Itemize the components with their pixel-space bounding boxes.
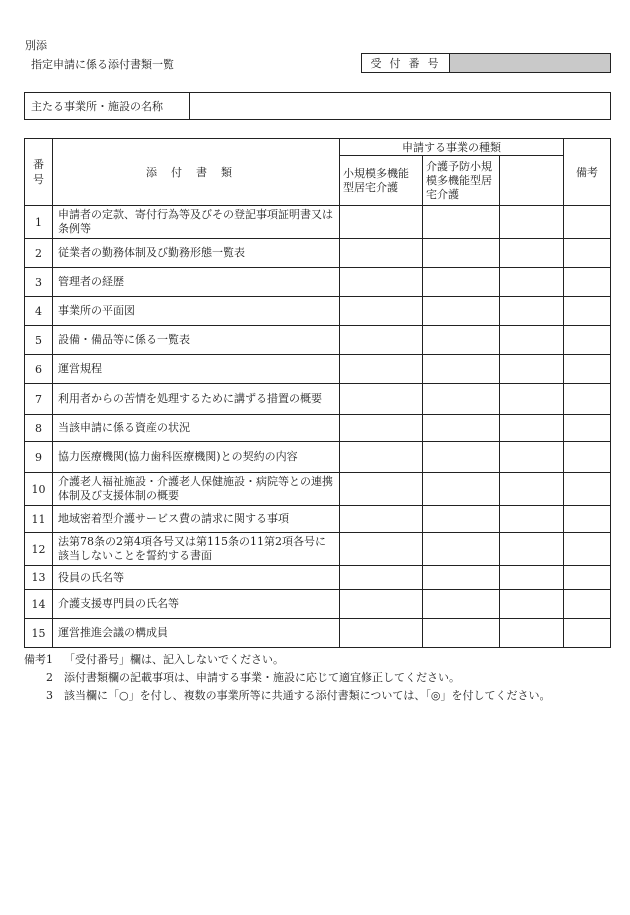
- document-name: 管理者の経歴: [53, 268, 340, 297]
- service-1-check[interactable]: [340, 473, 423, 506]
- document-name: 法第78条の2第4項各号又は第115条の11第2項各号に該当しないことを誓約する書面: [53, 533, 340, 566]
- column-header-remarks: 備考: [564, 139, 611, 206]
- remarks-cell[interactable]: [564, 297, 611, 326]
- service-2-check[interactable]: [423, 268, 500, 297]
- service-1-check[interactable]: [340, 297, 423, 326]
- row-number: 1: [25, 206, 53, 239]
- note-item: [24, 687, 624, 705]
- row-number: 14: [25, 590, 53, 619]
- extra-check[interactable]: [500, 239, 564, 268]
- service-1-check[interactable]: [340, 415, 423, 442]
- remarks-cell[interactable]: [564, 566, 611, 590]
- extra-check[interactable]: [500, 566, 564, 590]
- row-number: 11: [25, 506, 53, 533]
- extra-check[interactable]: [500, 506, 564, 533]
- column-header-service-1: 小規模多機能型居宅介護: [340, 156, 423, 206]
- column-header-number: 番号: [25, 139, 53, 206]
- note-text: 該当欄に「○」を付し、複数の事業所等に共通する添付書類については、「◎」を付してください。: [64, 689, 551, 702]
- note-item: [24, 651, 624, 669]
- note-text: 「受付番号」欄は、記入しないでください。: [64, 653, 284, 666]
- row-number: 3: [25, 268, 53, 297]
- service-2-check[interactable]: [423, 473, 500, 506]
- table-row: [25, 326, 611, 355]
- table-row: [25, 384, 611, 415]
- table-row: [25, 533, 611, 566]
- attachment-label: 別添: [25, 39, 47, 52]
- service-2-check[interactable]: [423, 206, 500, 239]
- remarks-cell[interactable]: [564, 619, 611, 648]
- row-number: 12: [25, 533, 53, 566]
- service-2-check[interactable]: [423, 590, 500, 619]
- remarks-cell[interactable]: [564, 384, 611, 415]
- extra-check[interactable]: [500, 473, 564, 506]
- table-row: [25, 268, 611, 297]
- remarks-cell[interactable]: [564, 415, 611, 442]
- table-row: [25, 619, 611, 648]
- table-row: [25, 206, 611, 239]
- service-2-check[interactable]: [423, 619, 500, 648]
- table-row: [25, 239, 611, 268]
- service-1-check[interactable]: [340, 384, 423, 415]
- note-number: 3: [24, 689, 64, 702]
- remarks-cell[interactable]: [564, 590, 611, 619]
- service-1-check[interactable]: [340, 442, 423, 473]
- table-row: [25, 442, 611, 473]
- row-number: 10: [25, 473, 53, 506]
- extra-check[interactable]: [500, 533, 564, 566]
- remarks-cell[interactable]: [564, 473, 611, 506]
- column-header-documents: 添付書類: [53, 139, 340, 206]
- document-name: 利用者からの苦情を処理するために講ずる措置の概要: [53, 384, 340, 415]
- service-2-check[interactable]: [423, 442, 500, 473]
- extra-check[interactable]: [500, 355, 564, 384]
- service-1-check[interactable]: [340, 326, 423, 355]
- extra-check[interactable]: [500, 206, 564, 239]
- row-number: 9: [25, 442, 53, 473]
- document-name: 従業者の勤務体制及び勤務形態一覧表: [53, 239, 340, 268]
- extra-check[interactable]: [500, 619, 564, 648]
- document-name: 介護老人福祉施設・介護老人保健施設・病院等との連携体制及び支援体制の概要: [53, 473, 340, 506]
- column-header-service-2: 介護予防小規模多機能型居宅介護: [423, 156, 500, 206]
- reception-number-field[interactable]: [450, 54, 610, 72]
- table-row: [25, 415, 611, 442]
- reception-number-box: [361, 53, 611, 73]
- remarks-cell[interactable]: [564, 442, 611, 473]
- document-name: 役員の氏名等: [53, 566, 340, 590]
- service-2-check[interactable]: [423, 566, 500, 590]
- service-1-check[interactable]: [340, 590, 423, 619]
- row-number: 13: [25, 566, 53, 590]
- page-title: 指定申請に係る添付書類一覧: [31, 58, 174, 71]
- service-1-check[interactable]: [340, 619, 423, 648]
- service-1-check[interactable]: [340, 206, 423, 239]
- service-2-check[interactable]: [423, 326, 500, 355]
- service-2-check[interactable]: [423, 415, 500, 442]
- note-number: 備考1: [24, 653, 64, 666]
- row-number: 15: [25, 619, 53, 648]
- service-1-check[interactable]: [340, 533, 423, 566]
- document-name: 申請者の定款、寄付行為等及びその登記事項証明書又は条例等: [53, 206, 340, 239]
- remarks-cell[interactable]: [564, 506, 611, 533]
- remarks-cell[interactable]: [564, 326, 611, 355]
- table-body: [25, 206, 611, 648]
- row-number: 8: [25, 415, 53, 442]
- table-row: [25, 297, 611, 326]
- column-header-blank: [500, 156, 564, 206]
- remarks-cell[interactable]: [564, 355, 611, 384]
- extra-check[interactable]: [500, 590, 564, 619]
- row-number: 4: [25, 297, 53, 326]
- document-name: 地域密着型介護サービス費の請求に関する事項: [53, 506, 340, 533]
- table-row: [25, 590, 611, 619]
- remarks-cell[interactable]: [564, 239, 611, 268]
- extra-check[interactable]: [500, 326, 564, 355]
- document-name: 当該申請に係る資産の状況: [53, 415, 340, 442]
- facility-name-box: [24, 92, 611, 120]
- document-name: 運営規程: [53, 355, 340, 384]
- service-2-check[interactable]: [423, 506, 500, 533]
- table-row: [25, 566, 611, 590]
- remarks-cell[interactable]: [564, 206, 611, 239]
- facility-name-field[interactable]: [190, 93, 610, 119]
- remarks-cell[interactable]: [564, 268, 611, 297]
- row-number: 6: [25, 355, 53, 384]
- extra-check[interactable]: [500, 442, 564, 473]
- document-name: 介護支援専門員の氏名等: [53, 590, 340, 619]
- document-name: 事業所の平面図: [53, 297, 340, 326]
- service-1-check[interactable]: [340, 268, 423, 297]
- service-2-check[interactable]: [423, 533, 500, 566]
- note-number: 2: [24, 671, 64, 684]
- column-header-service-types: 申請する事業の種類: [340, 139, 564, 156]
- service-1-check[interactable]: [340, 506, 423, 533]
- service-2-check[interactable]: [423, 297, 500, 326]
- facility-name-label: 主たる事業所・施設の名称: [25, 93, 190, 119]
- document-name: 協力医療機関(協力歯科医療機関)との契約の内容: [53, 442, 340, 473]
- extra-check[interactable]: [500, 297, 564, 326]
- row-number: 2: [25, 239, 53, 268]
- table-row: [25, 506, 611, 533]
- table-row: [25, 473, 611, 506]
- extra-check[interactable]: [500, 415, 564, 442]
- notes: [24, 651, 624, 705]
- row-number: 7: [25, 384, 53, 415]
- attached-documents-table: [24, 138, 611, 648]
- table-row: [25, 355, 611, 384]
- service-1-check[interactable]: [340, 355, 423, 384]
- note-item: [24, 669, 624, 687]
- service-1-check[interactable]: [340, 566, 423, 590]
- service-1-check[interactable]: [340, 239, 423, 268]
- service-2-check[interactable]: [423, 355, 500, 384]
- extra-check[interactable]: [500, 268, 564, 297]
- service-2-check[interactable]: [423, 384, 500, 415]
- extra-check[interactable]: [500, 384, 564, 415]
- document-name: 運営推進会議の構成員: [53, 619, 340, 648]
- note-text: 添付書類欄の記載事項は、申請する事業・施設に応じて適宜修正してください。: [64, 671, 460, 684]
- reception-number-label: 受付番号: [362, 54, 450, 72]
- document-name: 設備・備品等に係る一覧表: [53, 326, 340, 355]
- row-number: 5: [25, 326, 53, 355]
- service-2-check[interactable]: [423, 239, 500, 268]
- remarks-cell[interactable]: [564, 533, 611, 566]
